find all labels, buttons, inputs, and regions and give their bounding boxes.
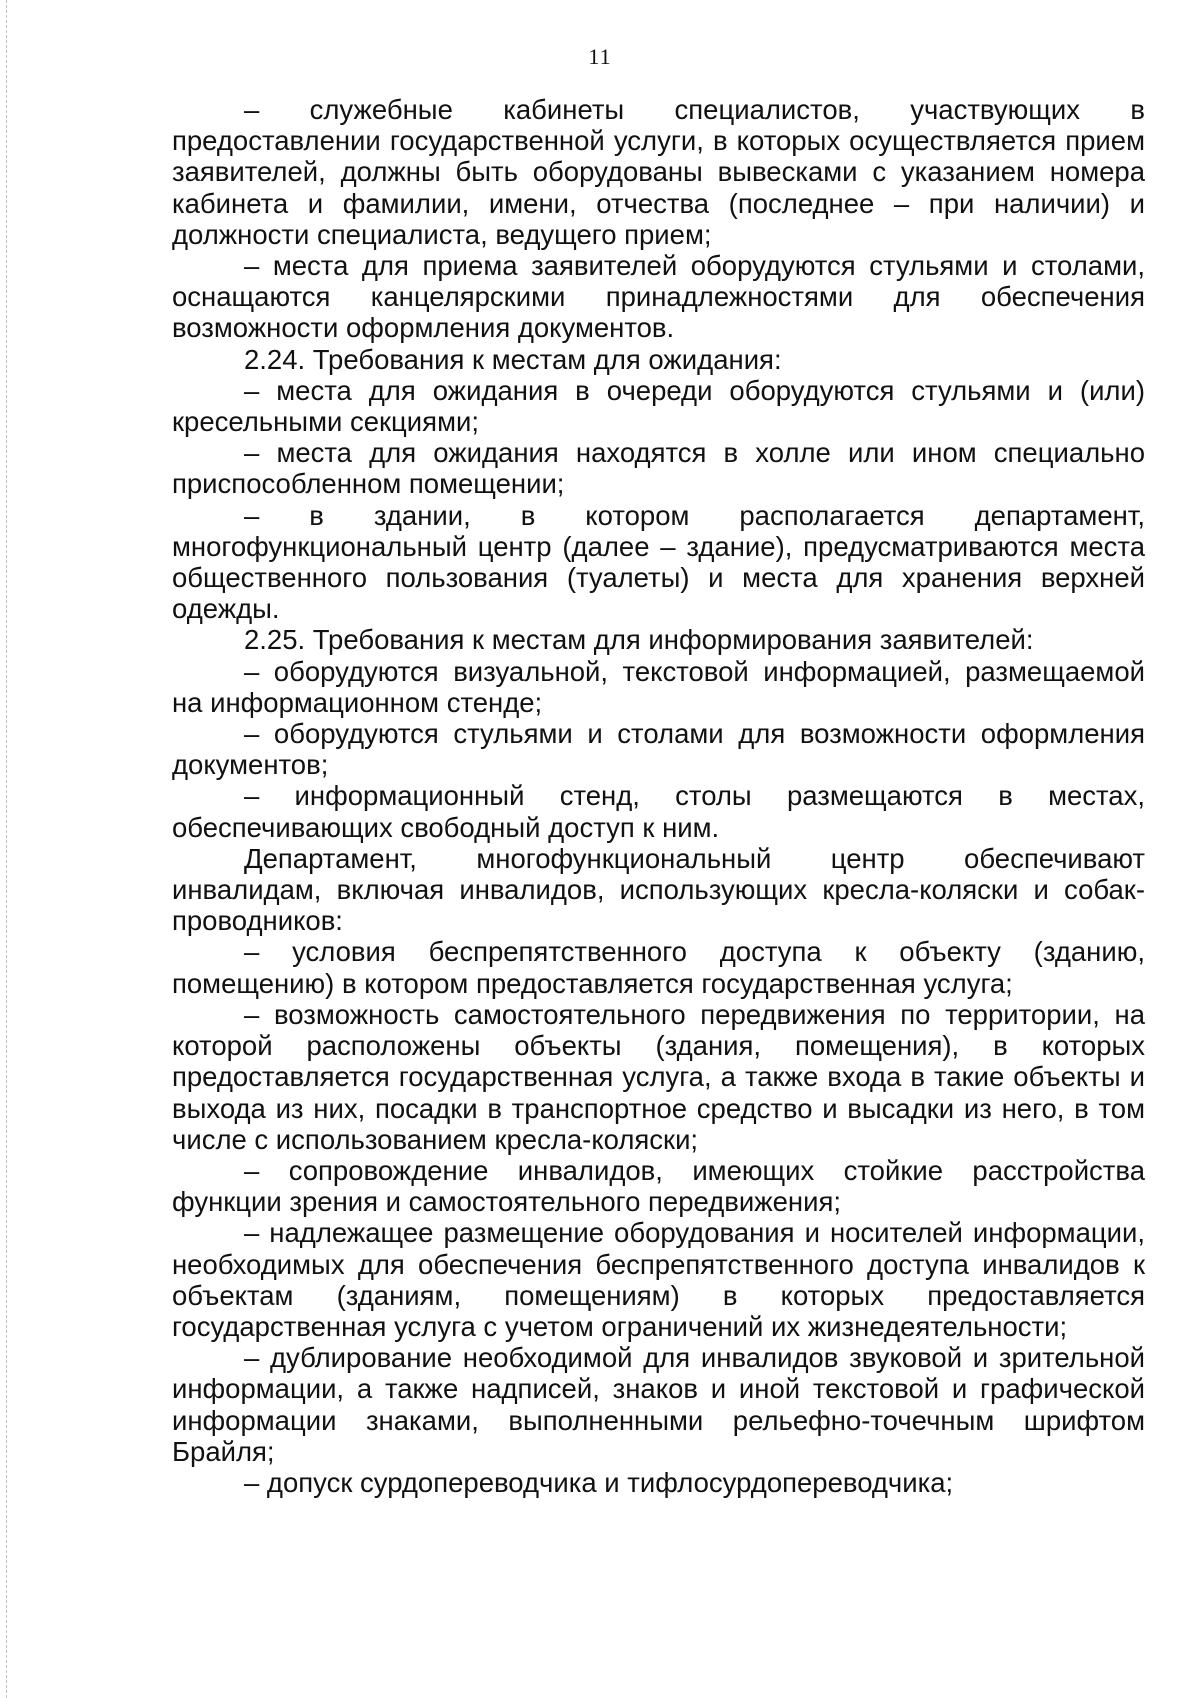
paragraph-info-stand: – оборудуются визуальной, текстовой информацией, размещаемой на информационном стенде; (172, 655, 1145, 718)
paragraph-disability-intro: Департамент, многофункциональный центр обеспечивают инвалидам, включая инвалидов, использующих кресла-коляски и собак-проводников: (172, 842, 1145, 937)
paragraph-office-signage: – служебные кабинеты специалистов, участвующих в предоставлении государственной услуги, в которых осуществляется прием заявителей, должны быть оборудованы вывесками с указанием номера кабинета и фамилии, имени, отчества (последнее – при наличии) и должности специалиста, ведущего прием; (172, 94, 1145, 250)
paragraph-waiting-location: – места для ожидания находятся в холле или ином специально приспособленном помещении; (172, 437, 1145, 500)
paragraph-waiting-seats: – места для ожидания в очереди оборудуются стульями и (или) кресельными секциями; (172, 374, 1145, 438)
paragraph-interpreter-admission: – допуск сурдопереводчика и тифлосурдопереводчика; (244, 1466, 954, 1498)
paragraph-section-2-25: 2.25. Требования к местам для информирования заявителей: (244, 624, 1034, 656)
paragraph-free-access: – информационный стенд, столы размещаются в местах, обеспечивающих свободный доступ к ним. (172, 780, 1145, 843)
paragraph-section-2-24: 2.24. Требования к местам для ожидания: (244, 343, 782, 375)
paragraph-reception-furniture: – места для приема заявителей оборудуются стульями и столами, оснащаются канцелярскими принадлежностями для обеспечения возможности оформления документов. (172, 250, 1145, 344)
page-number: 11 (588, 44, 612, 69)
paragraph-info-furniture: – оборудуются стульями и столами для возможности оформления документов; (172, 718, 1145, 781)
scan-left-edge (6, 0, 7, 1698)
paragraph-public-facilities: – в здании, в котором располагается департамент, многофункциональный центр (далее – здание), предусматриваются места общественного пользования (туалеты) и места для хранения верхней одежды. (172, 499, 1145, 625)
paragraph-braille-duplication: – дублирование необходимой для инвалидов звуковой и зрительной информации, а также надписей, знаков и иной текстовой и графической информации знаками, выполненными рельефно-точечным шрифтом Брайля; (172, 1342, 1145, 1467)
paragraph-equipment-placement: – надлежащее размещение оборудования и носителей информации, необходимых для обеспечения беспрепятственного доступа инвалидов к объектам (зданиям, помещениям) в которых предоставляется государственная услуга с учетом ограничений их жизнедеятельности; (172, 1217, 1145, 1342)
paragraph-unobstructed-access: – условия беспрепятственного доступа к объекту (зданию, помещению) в котором предоставляется государственная услуга; (172, 936, 1145, 999)
paragraph-independent-movement: – возможность самостоятельного передвижения по территории, на которой расположены объекты (здания, помещения), в которых предоставляется государственная услуга, а также входа в такие объекты и выхода из них, посадки в транспортное средство и высадки из него, в том числе с использованием кресла-коляски; (172, 998, 1145, 1155)
paragraph-escort: – сопровождение инвалидов, имеющих стойкие расстройства функции зрения и самостоятельного передвижения; (172, 1154, 1145, 1218)
document-body (172, 94, 1145, 1498)
